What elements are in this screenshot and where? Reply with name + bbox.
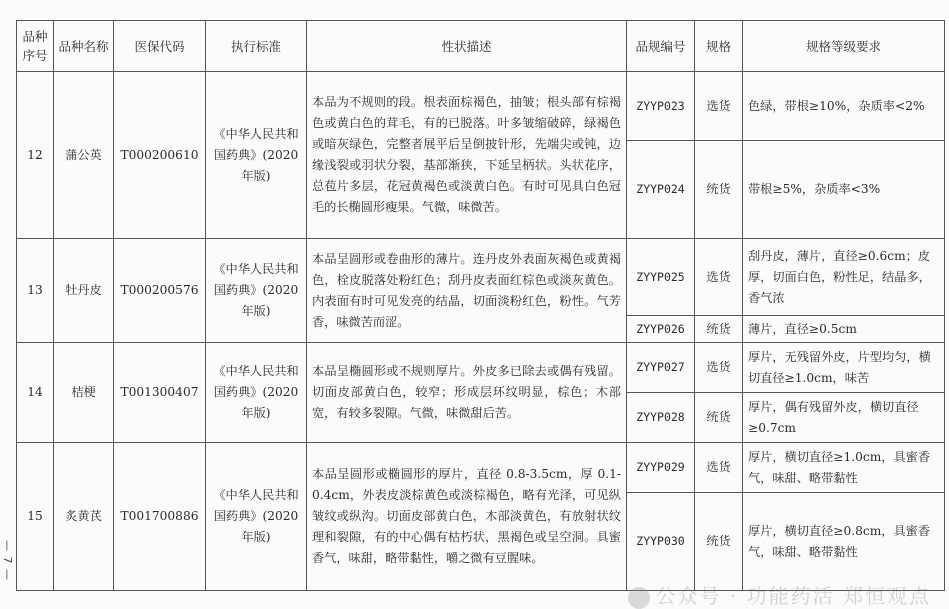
- spec-code: ZYYP029: [627, 443, 695, 493]
- header-grade: 规格等级要求: [743, 21, 945, 72]
- spec-code: ZYYP026: [627, 316, 695, 343]
- spec-requirement: 厚片，横切直径≥0.8cm，具蜜香气，味甜、略带黏性: [743, 493, 945, 591]
- table-row: [17, 343, 945, 393]
- page-margin: [0, 0, 16, 603]
- spec-requirement: 刮丹皮，薄片，直径≥0.6cm；皮厚，切面白色，粉性足，结晶多，香气浓: [743, 239, 945, 316]
- row-seq: 13: [17, 239, 54, 343]
- spec-requirement: 厚片，横切直径≥1.0cm，具蜜香气，味甜、略带黏性: [743, 443, 945, 493]
- table-row: [17, 443, 945, 493]
- header-spec: 规格: [695, 21, 743, 72]
- row-desc: 本品呈圆形或椭圆形的厚片，直径 0.8-3.5cm，厚 0.1-0.4cm，外表皮淡棕黄色或淡棕褐色，略有光泽，可见纵皱纹或纵沟。切面皮部黄白色，木部淡黄色，有放射状纹理和裂隙，有的中心偶有枯朽状，黑褐色或呈空洞。具蜜香气，味甜，略带黏性，嚼之微有豆腥味。: [307, 443, 627, 591]
- wechat-icon: [628, 587, 650, 609]
- row-code: T000200576: [114, 239, 206, 343]
- spec-grade: 选货: [695, 72, 743, 141]
- header-seq: 品种序号: [17, 21, 54, 72]
- spec-code: ZYYP025: [627, 239, 695, 316]
- spec-code: ZYYP024: [627, 141, 695, 239]
- row-standard: 《中华人民共和国药典》(2020 年版): [206, 72, 307, 239]
- row-desc: 本品呈椭圆形或不规则厚片。外皮多已除去或偶有残留。切面皮部黄白色，较窄；形成层环纹明显，棕色；木部宽，有较多裂隙。气微，味微甜后苦。: [307, 343, 627, 443]
- row-seq: 15: [17, 443, 54, 591]
- table-row: [17, 239, 945, 316]
- header-name: 品种名称: [54, 21, 114, 72]
- row-code: T001700886: [114, 443, 206, 591]
- spec-grade: 统货: [695, 141, 743, 239]
- spec-grade: 统货: [695, 493, 743, 591]
- spec-grade: 统货: [695, 393, 743, 443]
- row-name: 桔梗: [54, 343, 114, 443]
- spec-requirement: 色绿，带根≥10%，杂质率<2%: [743, 72, 945, 141]
- row-standard: 《中华人民共和国药典》(2020 年版): [206, 239, 307, 343]
- row-seq: 12: [17, 72, 54, 239]
- watermark-text: 公众号 · 功能药活 郑恒观点: [655, 584, 931, 608]
- header-standard: 执行标准: [206, 21, 307, 72]
- spec-code: ZYYP028: [627, 393, 695, 443]
- row-desc: 本品为不规则的段。根表面棕褐色，抽皱；根头部有棕褐色或黄白色的茸毛，有的已脱落。叶多皱缩破碎，绿褐色或暗灰绿色，完整者展平后呈倒披针形，先端尖或钝，边缘浅裂或羽状分裂，基部渐狭，下延呈柄状。头状花序，总苞片多层，花冠黄褐色或淡黄白色。有时可见具白色冠毛的长椭圆形瘦果。气微，味微苦。: [307, 72, 627, 239]
- row-standard: 《中华人民共和国药典》(2020 年版): [206, 443, 307, 591]
- grade-spec-table: [16, 20, 945, 591]
- row-name: 炙黄芪: [54, 443, 114, 591]
- header-code: 医保代码: [114, 21, 206, 72]
- row-standard: 《中华人民共和国药典》(2020 年版): [206, 343, 307, 443]
- spec-requirement: 薄片，直径≥0.5cm: [743, 316, 945, 343]
- spec-requirement: 带根≥5%，杂质率<3%: [743, 141, 945, 239]
- spec-requirement: 厚片，无残留外皮，片型均匀，横切直径≥1.0cm，味苦: [743, 343, 945, 393]
- spec-grade: 统货: [695, 316, 743, 343]
- row-code: T001300407: [114, 343, 206, 443]
- row-desc: 本品呈圆形或卷曲形的薄片。连丹皮外表面灰褐色或黄褐色，栓皮脱落处粉红色；刮丹皮表面红棕色或淡灰黄色。内表面有时可见发亮的结晶，切面淡粉红色，粉性。气芳香，味微苦而涩。: [307, 239, 627, 343]
- row-code: T000200610: [114, 72, 206, 239]
- header-desc: 性状描述: [307, 21, 627, 72]
- row-name: 牡丹皮: [54, 239, 114, 343]
- spec-grade: 选货: [695, 443, 743, 493]
- spec-grade: 选货: [695, 343, 743, 393]
- spec-grade: 选货: [695, 239, 743, 316]
- row-name: 蒲公英: [54, 72, 114, 239]
- table-row: [17, 72, 945, 141]
- table-header-row: [17, 21, 945, 72]
- watermark: [628, 580, 931, 609]
- row-seq: 14: [17, 343, 54, 443]
- spec-requirement: 厚片，偶有残留外皮，横切直径≥0.7cm: [743, 393, 945, 443]
- page-number: — 7 —: [1, 540, 14, 581]
- header-spec-code: 品规编号: [627, 21, 695, 72]
- spec-code: ZYYP023: [627, 72, 695, 141]
- spec-code: ZYYP030: [627, 493, 695, 591]
- spec-code: ZYYP027: [627, 343, 695, 393]
